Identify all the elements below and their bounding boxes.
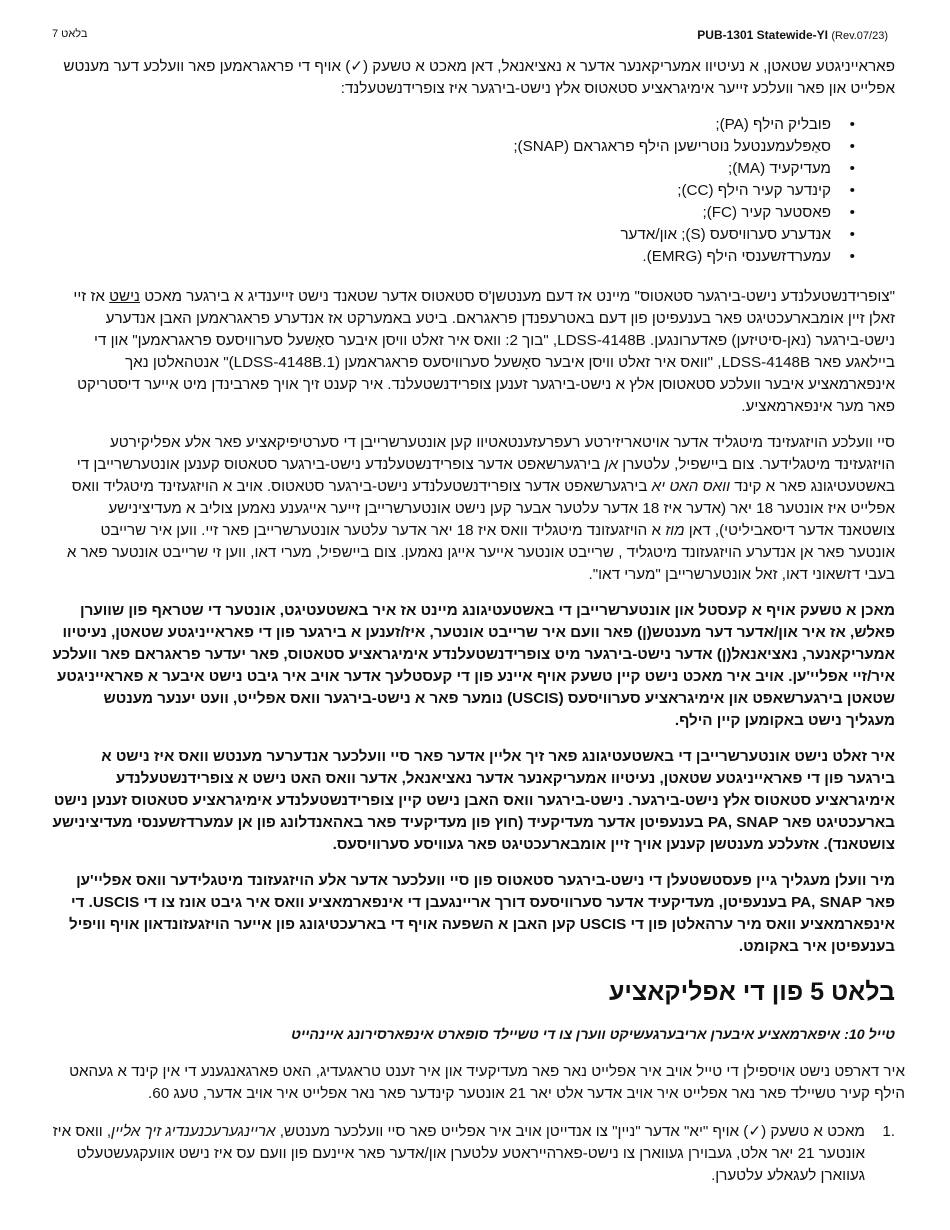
status-definition-text: אז זיי זאלן זיין אומבארעכטיגט פאר בענעפיטן פון דעם באטרעפנדן פראגראם. ביטע באמערקט אז אנדערע פראגראמען האבן אנדערע נישט-בירגער (נאן-סיטיזען) פאדערונגען. LDSS-4148B, "בוך 2: וואס איר זאלט וויסן איבער סאָשעל סערוויסעס פראגראמען" און די ביילאגע פאר LDSS-4148B, "וואס איר זאלט וויסן איבער סאָשעל סערוויסעס פראגראמען (LDSS-4148B.1)" אנטהאלטן נאך אינפארמאציע איבער וועלכע סטאטוסן אלץ א נישט-בירגער זענען צופרידנשטעלנד. איר קענט זיך אויך פארבינדן מיט אייער דיסטריקט פאר מער אינפארמאציע. xyxy=(73,288,895,415)
program-list xyxy=(52,114,895,268)
signer-text: בירגערשאפט אדער צופרידנשטעלנדע נישט-בירגער סטאטוס קענען אונטערשרייבן די באשטעטיגונג פאר א קינד xyxy=(76,456,895,495)
signer-text: בירגערשאפט אדער צופרידנשטעלנדע נישט-בירגער סטאטוס. אויב א הויזגעזינד מיטגליד וואס אפלייט איז אונטער 18 יאר (אדער איז 18 אדער עלטער אבער קען נישט אונטערשרייבן זייער אייגענע נאמען צוליב א מעדיצינישע צושטאנד אדער דיסאביליטי), דאן xyxy=(71,478,895,539)
question-number: 1. xyxy=(882,1123,895,1140)
signer-emphasis: מוז xyxy=(665,522,685,539)
signer-text: סיי וועלכע הויזגעזינד מיטגליד אדער אויטאריזירטע רעפרעזענטאטיוו קען אונטערשרייבן די סערטיפיקאציע פאר אלע אפליקירטע הויזגעזינד מיטגלידער. צום ביישפיל, עלטערן xyxy=(109,434,895,473)
status-definition-underlined: נישט xyxy=(109,288,140,305)
perjury-paragraph: מאכן א טשעק אויף א קעסטל און אונטערשרייבן די באשטעטיגונג מיינט אז איר באשטעטיגט, אונטער די שטראף פון שווערן פאלש, אז איר און/אדער דער מענטש(ן) פאר וועם איר שרייבט אונטער, איז/זענען א בירגער פון די פאראייניגטע שטאטן, נעיטיוו אמעריקאנער, נאציאנאל(ן) אדער נישט-בירגער מיט צופרידנשטעלנדע אימיגראציע סטאטוס, פאר יעדער פראגראם פאר וועלכע איר/זיי אפליי'ען. אויב איר מאכט נישט קיין טשעק אויף איינע פון די קעסטלעך אדער אויב איר גיבט נישט איבער א פאראייניגטע שטאטן בירגערשאפט און אימיגראציע סערוויסעס (USCIS) נומער פאר א נישט-בירגער וואס אפלייט, וועט יענער מענטש מעגליך נישט באקומען קיין הילף. xyxy=(52,602,895,729)
intro-paragraph: פאראייניגטע שטאטן, א נעיטיוו אמעריקאנער אדער א נאציאנאל, דאן מאכט א טשעק (✓) אויף די פראגראמען פאר וועלכע דער מענטש אפלייט און פאר וועלכע זייער אימיגראציע סטאטוס אלץ נישט-בירגער איז צופרידנשטעלנד: xyxy=(63,58,895,97)
page-number: בלאט 7 xyxy=(52,28,88,40)
question-text: , וואס איז אונטער 21 יאר אלט, געבוירן געווארן צו נישט-פארהייראטע עלטערן און/אדער פאר איינעם פון וועם עס איז נישט אוועקגעשטעלט געווארן לעגאלע עלטערן. xyxy=(52,1123,865,1184)
question-item xyxy=(52,1121,895,1187)
signer-paragraph xyxy=(52,432,895,586)
uscis-verification-paragraph: מיר וועלן מעגליך גיין פעסטשטעלן די נישט-בירגער סטאטוס פון סיי וועלכער אדער אלע הויזגעזונד מיטגלידער וואס אפליי'ען פאר PA, SNAP בענעפיטן, מעדיקעיד אדער סערוויסעס דורך אריינגעבן די אינפארמאציע וואס איר גיבט אונז צו די USCIS. די אינפארמאציע וואס מיר ערהאלטן פון די USCIS קען האבן א השפעה אויף די בארעכטיגונג פון אייער הויזגעזונדאון אויף וויפיל בענעפיטן איר באקומט. xyxy=(69,872,895,955)
program-item: • סאַפּלעמענטעל נוטרישען הילף פראגראם (SNAP); xyxy=(52,136,895,158)
signer-emphasis: אן xyxy=(604,456,619,473)
doc-revision: (Rev.07/23) xyxy=(831,30,888,42)
program-item: • אנדערע סערוויסעס (S); און/אדער xyxy=(52,224,895,246)
program-item: • מעדיקעיד (MA); xyxy=(52,158,895,180)
program-item: • פובליק הילף (PA); xyxy=(52,114,895,136)
program-item: • עמערדזשענסי הילף (EMRG). xyxy=(52,246,895,268)
do-not-sign-paragraph: איר זאלט נישט אונטערשרייבן די באשטעטיגונג פאר זיך אליין אדער פאר סיי וועלכער אנדערער מענטש וואס איז נישט א בירגער פון די פאראייניגטע שטאטן, נעיטיוו אמעריקאנער אדער נאציאנאל, אדער וואס האט נישט א צופרידנשטעלנדע אימיגראציע סטאטוס אלץ נישט-בירגער. נישט-בירגער וואס האבן נישט קיין צופרידנשטעלנדע אימיגראציע סטאטוס זענען נישט בארעכטיגט פאר PA, SNAP בענעפיטן אדער מעדיקעיד (חוץ פון מעדיקעיד פאר באהאנדלונג פון אן עמערדזשענסי מעדיצינישע צושטאנד). אזעלכע מענטשן קענען אויך זיין אומבארעכטיגט פאר געוויסע סערוויסעס. xyxy=(52,748,895,853)
question-list xyxy=(52,1121,895,1187)
doc-id: PUB-1301 Statewide-YI xyxy=(697,28,828,42)
section-title: בלאט 5 פון די אפליקאציע xyxy=(608,978,895,1006)
part-10-title: טייל 10: איפארמאציע איבערן אריבערגעשיקט ווערן צו די טשיילד סופארט אינפארסירונג איינהייט xyxy=(291,1027,895,1043)
part-10-intro: איר דארפט נישט אויספילן די טייל אויב איר אפלייט נאר פאר מעדיקעיד און איר זענט טראגעדיג, האט פארגאנגענע די אין קינד א געהאט הילף קעיר טשיילד פאר נאר אפלייט איר אויב אדער אלט יאר 21 אונטער קינדער פאר נאר אפלייט איר אויב אדער, טעג 60. xyxy=(69,1063,905,1102)
status-definition-paragraph xyxy=(52,286,895,418)
doc-identifier xyxy=(697,28,888,42)
question-emphasis: אריינגערעכנענדיג זיך אליין xyxy=(111,1123,276,1140)
signer-text: א הויזגעזונד מיטגליד וואס איז 18 יאר אדער עלטער אונטערשרייבן פאר זיי. ווען איר שרייבט אונטער פאר אן אנדערע הויזגעזונד מיטגליד , שרייבט אונטער אייער אייגן נאמען. צום ביישפיל, מערי דאו, ווען זי שרייבט אונטער פאר א בעבי דזשאוני דאו, זאל אונטערשרייבן "מערי דאו". xyxy=(66,522,895,583)
program-item: • פאסטער קעיר (FC); xyxy=(52,202,895,224)
question-text: מאכט א טשעק (✓) אויף "יא" אדער "ניין" צו אנדייטן אויב איר אפלייט פאר סיי וועלכער מענטש, xyxy=(275,1123,865,1140)
document-body xyxy=(52,56,905,1187)
status-definition-text: "צופרידנשטעלנדע נישט-בירגער סטאטוס" מיינט אז דעם מענטשן'ס סטאטוס אדער שטאנד נישט זייענדיג א בירגער מאכט xyxy=(139,288,895,305)
signer-emphasis: וואס האט יא xyxy=(651,478,731,495)
program-item: • קינדער קעיר הילף (CC); xyxy=(52,180,895,202)
